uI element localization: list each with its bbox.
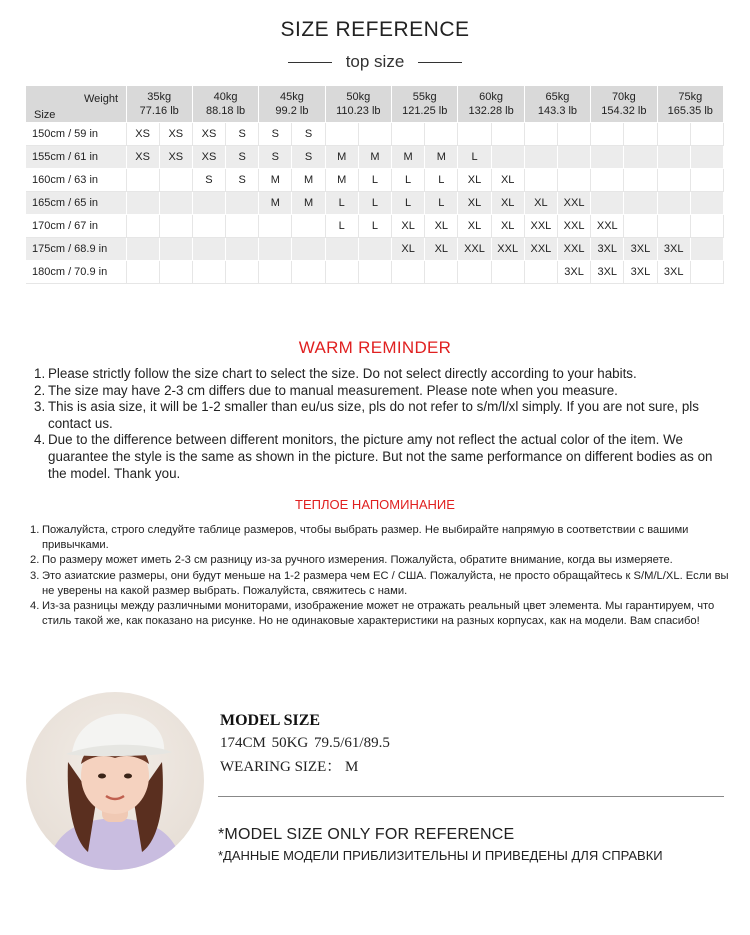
size-cell: XL [425,215,458,238]
size-cell: XL [458,215,491,238]
size-cell [159,169,192,192]
size-cell [325,261,358,284]
size-cell [458,123,491,146]
size-cell [624,146,657,169]
warm-reminder-list [34,366,724,482]
size-cell [159,215,192,238]
size-cell: S [292,146,325,169]
size-cell [690,169,723,192]
size-cell [159,238,192,261]
size-header-label: Size [34,109,56,121]
size-cell [358,261,391,284]
weight-kg: 55kg [412,91,437,103]
size-cell: XXL [557,238,590,261]
size-cell [292,215,325,238]
size-cell: 3XL [657,261,690,284]
size-cell: XXL [491,238,524,261]
size-cell [126,238,159,261]
table-row [26,238,724,261]
size-cell [690,215,723,238]
size-cell: XS [126,146,159,169]
row-height-label: 165cm / 65 in [26,192,126,215]
size-cell [126,215,159,238]
list-item [34,366,724,383]
size-cell: S [226,169,259,192]
list-item [30,599,730,629]
list-item-text: Due to the difference between different monitors, the picture amy not reflect the actual color of the item. We guarantee the style is the same as shown in the picture. But not the same performance on different bodies as on the model. Thank you. [48,432,713,481]
page-subtitle: top size [345,52,405,71]
size-cell: S [292,123,325,146]
size-cell [657,169,690,192]
size-cell [292,261,325,284]
size-cell [690,123,723,146]
weight-header-cell [591,86,657,123]
size-cell [392,123,425,146]
size-cell [690,192,723,215]
size-cell [325,238,358,261]
subtitle-divider-left [288,62,332,63]
size-cell: 3XL [624,238,657,261]
weight-header-label: Weight [84,93,119,105]
list-item [34,383,724,400]
size-cell [657,192,690,215]
size-cell: XXL [524,238,557,261]
size-cell [292,238,325,261]
size-cell [392,261,425,284]
size-cell: XS [126,123,159,146]
size-cell [624,169,657,192]
weight-header-cell [259,86,325,123]
size-cell [657,146,690,169]
size-cell: L [358,192,391,215]
size-cell [624,192,657,215]
size-cell: S [192,169,225,192]
size-cell [491,123,524,146]
weight-header-cell [524,86,590,123]
table-header-row [26,86,724,123]
weight-header-cell [192,86,258,123]
weight-lb: 110.23 lb [336,105,381,117]
size-cell: XL [425,238,458,261]
size-cell: 3XL [657,238,690,261]
model-wearing-size: WEARING SIZE： M [220,759,359,775]
size-cell [624,215,657,238]
weight-kg: 35kg [147,91,172,103]
size-cell: XXL [524,215,557,238]
size-cell: L [425,169,458,192]
weight-lb: 121.25 lb [402,105,448,117]
size-cell [425,123,458,146]
list-item-text: Пожалуйста, строго следуйте таблице размеров, чтобы выбрать размер. Не выбирайте напрямую в соответствии с вашими привычками. [42,524,689,552]
reference-note-ru: *ДАННЫЕ МОДЕЛИ ПРИБЛИЗИТЕЛЬНЫ И ПРИВЕДЕНЫ ДЛЯ СПРАВКИ [218,848,663,863]
row-height-label: 150cm / 59 in [26,123,126,146]
size-cell [259,261,292,284]
size-cell: XL [458,192,491,215]
weight-kg: 75kg [678,91,703,103]
size-cell: XL [491,192,524,215]
section-divider [218,796,724,797]
page-title: SIZE REFERENCE [280,18,470,41]
size-cell: M [259,169,292,192]
size-cell: L [392,169,425,192]
list-item [34,399,724,432]
weight-kg: 45kg [280,91,304,103]
size-cell [226,192,259,215]
reference-note-en: *MODEL SIZE ONLY FOR REFERENCE [218,826,515,843]
weight-kg: 70kg [611,91,636,103]
size-cell: XS [159,146,192,169]
size-cell [657,215,690,238]
size-cell: XS [192,146,225,169]
size-cell: M [292,192,325,215]
size-cell: XS [192,123,225,146]
size-cell: XXL [458,238,491,261]
warm-reminder-title: WARM REMINDER [298,338,452,357]
size-cell: M [325,169,358,192]
model-measurements: 174CM 50KG 79.5/61/89.5 [220,735,390,751]
table-row [26,261,724,284]
list-item-text: Please strictly follow the size chart to select the size. Do not select directly according to your habits. [48,366,637,381]
size-cell: M [358,146,391,169]
size-cell [126,169,159,192]
size-cell [159,192,192,215]
size-cell [524,123,557,146]
size-cell [591,123,624,146]
size-cell: XXL [557,215,590,238]
size-cell: L [425,192,458,215]
size-cell: M [292,169,325,192]
size-cell: XL [491,215,524,238]
model-size-label: MODEL SIZE [220,712,321,729]
size-cell [358,238,391,261]
list-item [30,523,730,553]
size-cell: 3XL [624,261,657,284]
weight-kg: 65kg [545,91,570,103]
list-item-number: 2. [30,554,40,567]
row-height-label: 170cm / 67 in [26,215,126,238]
size-cell [524,146,557,169]
list-item-number: 1. [34,366,46,381]
size-cell [358,123,391,146]
size-cell: L [392,192,425,215]
size-cell: XXL [557,192,590,215]
size-cell [557,169,590,192]
size-cell [192,192,225,215]
weight-lb: 143.3 lb [537,105,578,117]
weight-lb: 77.16 lb [139,105,179,117]
list-item-number: 2. [34,382,46,398]
weight-header-cell [392,86,458,123]
size-cell: L [325,215,358,238]
size-cell: M [425,146,458,169]
row-height-label: 160cm / 63 in [26,169,126,192]
table-row [26,146,724,169]
list-item-text: По размеру может иметь 2-3 см разницу из-за ручного измерения. Пожалуйста, обратите внимание, когда вы измеряете. [42,554,673,567]
table-row [26,123,724,146]
size-cell [557,146,590,169]
list-item-number: 3. [30,569,40,582]
weight-lb: 88.18 lb [205,105,246,117]
size-cell: XL [392,238,425,261]
size-cell [226,238,259,261]
size-cell: XL [458,169,491,192]
size-cell: S [259,123,292,146]
size-cell [524,169,557,192]
size-cell [325,123,358,146]
model-illustration [26,692,204,870]
list-item [30,569,730,599]
size-cell [126,261,159,284]
size-cell: 3XL [557,261,590,284]
weight-lb: 99.2 lb [275,105,309,117]
size-cell [557,123,590,146]
size-cell [524,261,557,284]
weight-header-cell [657,86,723,123]
table-row [26,215,724,238]
row-height-label: 175cm / 68.9 in [26,238,126,261]
size-cell: XL [392,215,425,238]
warm-reminder-ru-list [30,523,730,629]
size-cell: S [259,146,292,169]
weight-header-cell [458,86,524,123]
list-item-text: Это азиатские размеры, они будут меньше на 1-2 размера чем ЕС / США. Пожалуйста, не просто обращайтесь к S/M/L/XL. Если вы не уверены на какой размер выбрать. Пожалуйста, свяжитесь с нами. [42,569,729,597]
table-row [26,192,724,215]
list-item-number: 3. [34,399,46,415]
size-cell: XXL [591,215,624,238]
list-item-text: Из-за разницы между различными мониторами, изображение может не отражать реальный цвет элемента. Мы гарантируем, что стиль такой же, как показано на рисунке. Но не одинаковые характеристики на разных корпусах, как на модели. Вам спасибо! [42,600,715,628]
subtitle-row [0,50,750,74]
size-cell: S [226,146,259,169]
list-item-number: 1. [30,524,40,536]
size-cell: XL [524,192,557,215]
size-cell: 3XL [591,261,624,284]
size-cell [458,261,491,284]
size-cell [657,123,690,146]
size-cell: S [226,123,259,146]
size-cell: L [325,192,358,215]
size-cell: M [259,192,292,215]
size-cell: M [392,146,425,169]
size-cell [690,146,723,169]
size-cell: 3XL [591,238,624,261]
weight-header-cell [325,86,391,123]
size-cell [491,261,524,284]
size-cell [591,146,624,169]
list-item [34,432,724,482]
weight-lb: 154.32 lb [601,105,647,117]
weight-lb: 165.35 lb [667,105,713,117]
size-cell [690,238,723,261]
weight-header-cell [126,86,192,123]
weight-lb: 132.28 lb [468,105,514,117]
size-cell [192,261,225,284]
list-item-text: This is asia size, it will be 1-2 smaller than eu/us size, pls do not refer to s/m/l/xl simply. If you are not sure, pls contact us. [48,399,699,431]
table-corner-cell [26,86,126,123]
list-item-number: 4. [30,600,40,613]
size-cell: M [325,146,358,169]
size-cell [192,215,225,238]
size-cell [226,261,259,284]
row-height-label: 180cm / 70.9 in [26,261,126,284]
list-item-text: The size may have 2-3 cm differs due to manual measurement. Please note when you measure. [48,382,618,398]
model-photo [26,692,204,870]
warm-reminder-ru-title: ТЕПЛОЕ НАПОМИНАНИЕ [295,497,455,512]
size-cell: L [458,146,491,169]
size-cell [690,261,723,284]
size-cell: XL [491,169,524,192]
size-cell [126,192,159,215]
size-cell [624,123,657,146]
weight-kg: 40kg [213,91,238,103]
size-cell [591,169,624,192]
weight-kg: 60kg [479,91,504,103]
size-cell: XS [159,123,192,146]
size-cell [226,215,259,238]
subtitle-divider-right [418,62,462,63]
size-cell [159,261,192,284]
size-cell: L [358,169,391,192]
weight-kg: 50kg [346,91,371,103]
size-chart-table [26,86,724,284]
size-cell [192,238,225,261]
list-item-number: 4. [34,432,46,448]
size-cell [425,261,458,284]
row-height-label: 155cm / 61 in [26,146,126,169]
size-cell [491,146,524,169]
size-cell: L [358,215,391,238]
table-row [26,169,724,192]
size-cell [591,192,624,215]
list-item [30,553,730,568]
size-cell [259,215,292,238]
size-cell [259,238,292,261]
